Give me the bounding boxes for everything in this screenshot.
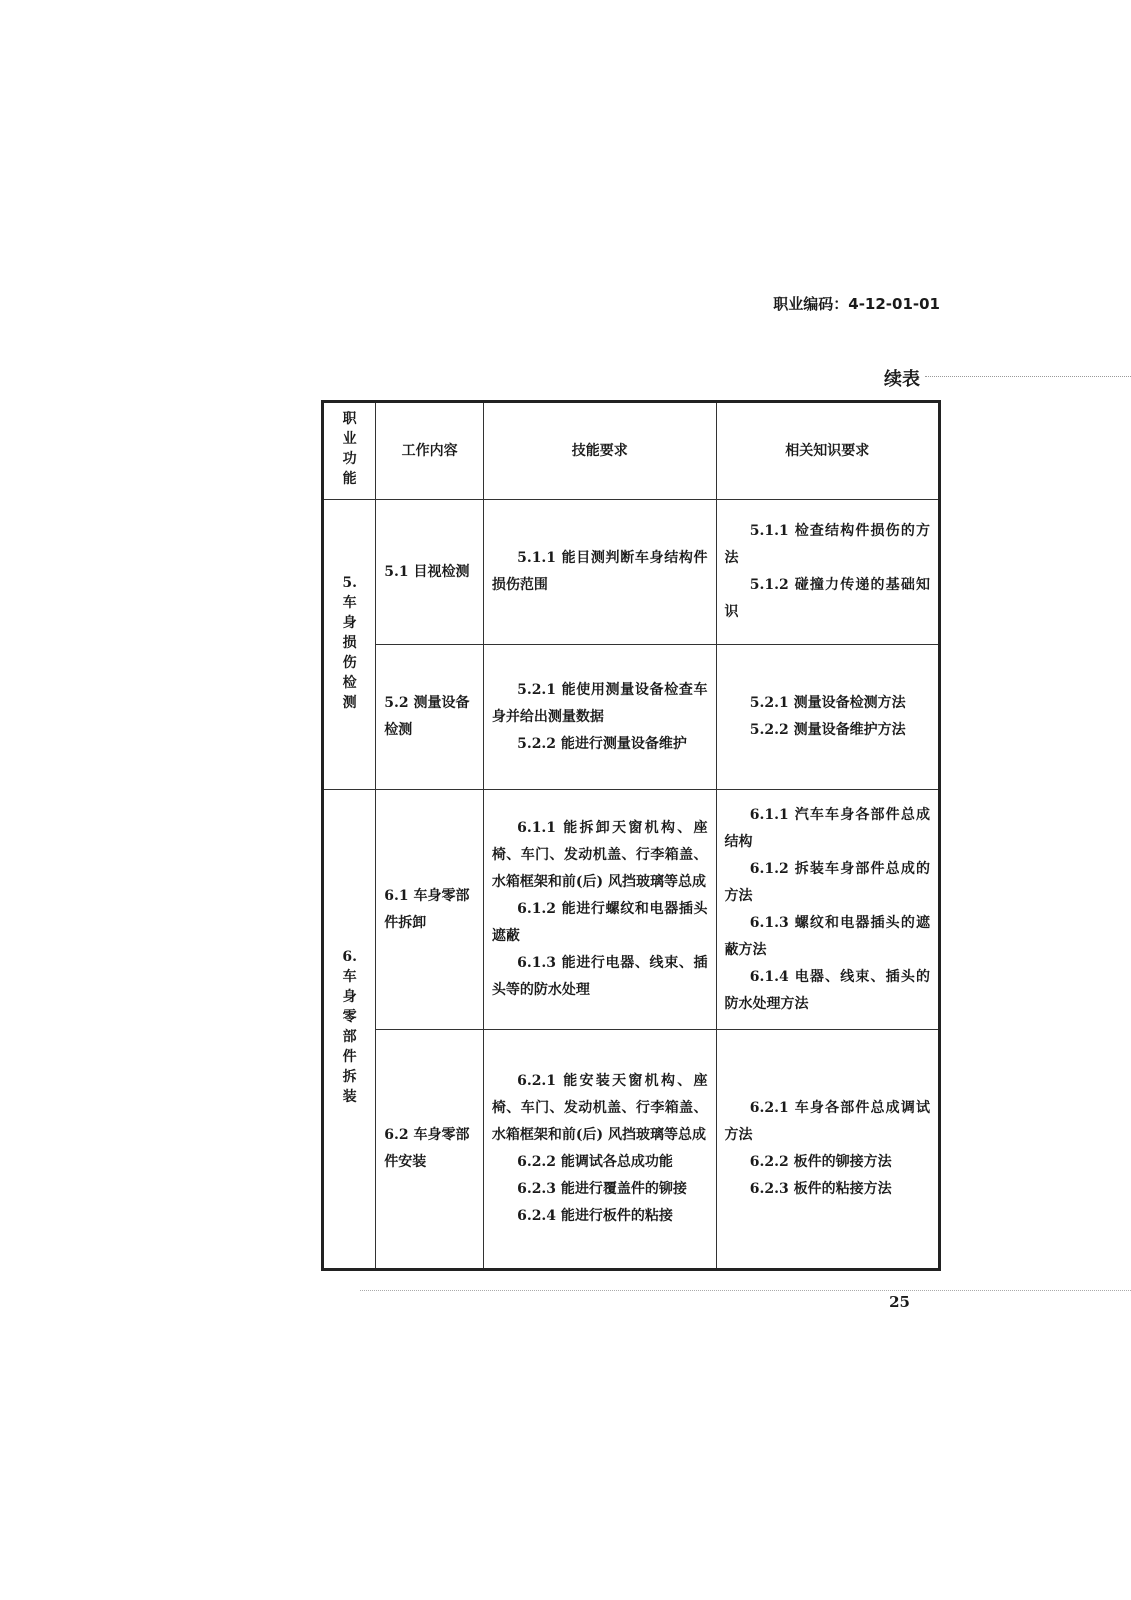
knowledge-item: 6.1.2 拆装车身部件总成的方法 [724,860,930,904]
knowledge-item: 5.2.1 测量设备检测方法 [749,695,906,711]
header-function: 职业功能 [323,402,376,500]
occupation-code: 职业编码：4-12-01-01 [773,295,940,313]
function-cell: 5.车身损伤检测 [323,500,376,790]
skill-item: 6.2.1 能安装天窗机构、座椅、车门、发动机盖、行李箱盖、水箱框架和前(后) 风挡玻璃等总成 [491,1073,708,1143]
content-cell: 6.2 车身零部件安装 [376,1030,484,1270]
skill-item: 6.1.2 能进行螺纹和电器插头遮蔽 [491,901,708,944]
content-cell: 5.1 目视检测 [376,500,484,645]
table-row [323,1030,940,1270]
skill-item: 6.1.3 能进行电器、线束、插头等的防水处理 [491,955,708,998]
function-cell: 6.车身零部件拆装 [323,790,376,1270]
knowledge-item: 5.1.2 碰撞力传递的基础知识 [724,577,930,620]
knowledge-item: 6.1.1 汽车车身各部件总成结构 [724,806,930,850]
skill-cell [483,1030,716,1270]
skill-item: 5.1.1 能目测判断车身结构件损伤范围 [491,550,708,593]
skill-item: 6.2.4 能进行板件的粘接 [517,1208,673,1224]
skill-item: 6.2.2 能调试各总成功能 [517,1154,673,1170]
skill-item: 5.2.2 能进行测量设备维护 [517,735,687,752]
knowledge-item: 5.1.1 检查结构件损伤的方法 [724,523,930,566]
content-cell: 6.1 车身零部件拆卸 [376,790,484,1030]
knowledge-cell [716,645,939,790]
knowledge-item: 6.2.1 车身各部件总成调试方法 [724,1100,930,1143]
knowledge-item: 6.1.3 螺纹和电器插头的遮蔽方法 [724,914,930,958]
skill-cell [483,500,716,645]
table-row [323,500,940,645]
header-skill: 技能要求 [483,402,716,500]
content-cell: 5.2 测量设备检测 [376,645,484,790]
occupation-skill-table [321,400,941,1271]
knowledge-cell [716,1030,939,1270]
table-row [323,790,940,1030]
knowledge-cell [716,500,939,645]
table-row [323,645,940,790]
knowledge-cell [716,790,939,1030]
knowledge-item: 6.2.2 板件的铆接方法 [749,1154,892,1170]
skill-cell [483,645,716,790]
knowledge-item: 6.2.3 板件的粘接方法 [749,1181,892,1197]
dotted-divider [360,1290,1131,1291]
knowledge-item: 5.2.2 测量设备维护方法 [749,722,906,738]
header-knowledge: 相关知识要求 [716,402,939,500]
continued-label: 续表 [884,369,920,390]
skill-cell [483,790,716,1030]
header-content: 工作内容 [376,402,484,500]
skill-item: 6.1.1 能拆卸天窗机构、座椅、车门、发动机盖、行李箱盖、水箱框架和前(后) 风挡玻璃等总成 [491,820,708,890]
skill-item: 6.2.3 能进行覆盖件的铆接 [517,1181,687,1197]
dotted-divider [925,376,1131,377]
skill-item: 5.2.1 能使用测量设备检查车身并给出测量数据 [491,681,708,725]
page-number: 25 [889,1293,910,1311]
table-header-row [323,402,940,500]
knowledge-item: 6.1.4 电器、线束、插头的防水处理方法 [724,968,930,1012]
